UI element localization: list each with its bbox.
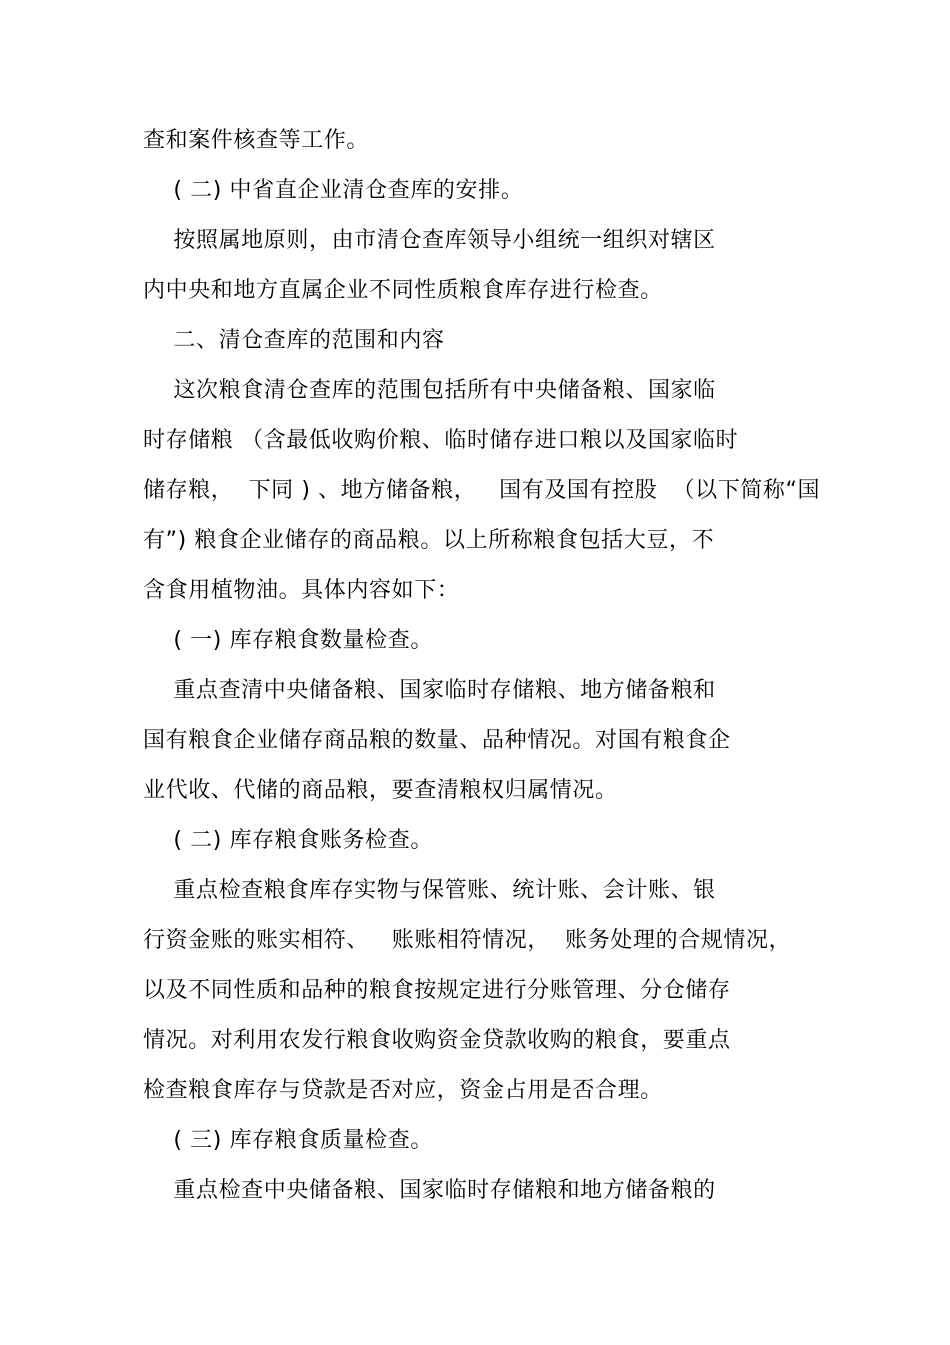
text-line: 行资金账的账实相符、 账账相符情况， 账务处理的合规情况， [143,928,792,953]
text-line: 国有粮食企业储存商品粮的数量、品种情况。对国有粮食企 [143,728,731,753]
text-line: 内中央和地方直属企业不同性质粮食库存进行检查。 [143,278,663,303]
text-line: 按照属地原则，由市清仓查库领导小组统一组织对辖区 [143,228,716,253]
text-line: 含食用植物油。具体内容如下： [143,578,460,603]
text-line: 查和案件核查等工作。 [143,128,370,153]
text-line: 储存粮， 下同 ) 、地方储备粮， 国有及国有控股 （以下简称“国 [143,478,821,503]
section-heading: ( 三) 库存粮食质量检查。 [143,1128,433,1153]
text-line: 以及不同性质和品种的粮食按规定进行分账管理、分仓储存 [143,978,731,1003]
text-line: 重点查清中央储备粮、国家临时存储粮、地方储备粮和 [143,678,716,703]
text-line: 检查粮食库存与贷款是否对应，资金占用是否合理。 [143,1078,663,1103]
text-line: 时存储粮 （含最低收购价粮、临时储存进口粮以及国家临时 [143,428,739,453]
text-line: 重点检查粮食库存实物与保管账、统计账、会计账、银 [143,878,716,903]
text-line: 重点检查中央储备粮、国家临时存储粮和地方储备粮的 [143,1178,716,1203]
section-heading: ( 二) 库存粮食账务检查。 [143,828,433,853]
text-line: 有”) 粮食企业储存的商品粮。以上所称粮食包括大豆，不 [143,528,715,553]
section-heading: ( 一) 库存粮食数量检查。 [143,628,433,653]
section-heading: 二、清仓查库的范围和内容 [143,328,445,353]
text-line: 业代收、代储的商品粮，要查清粮权归属情况。 [143,778,618,803]
text-line: 这次粮食清仓查库的范围包括所有中央储备粮、国家临 [143,378,716,403]
text-line: 情况。对利用农发行粮食收购资金贷款收购的粮食，要重点 [143,1028,731,1053]
section-heading: ( 二) 中省直企业清仓查库的安排。 [143,178,524,203]
